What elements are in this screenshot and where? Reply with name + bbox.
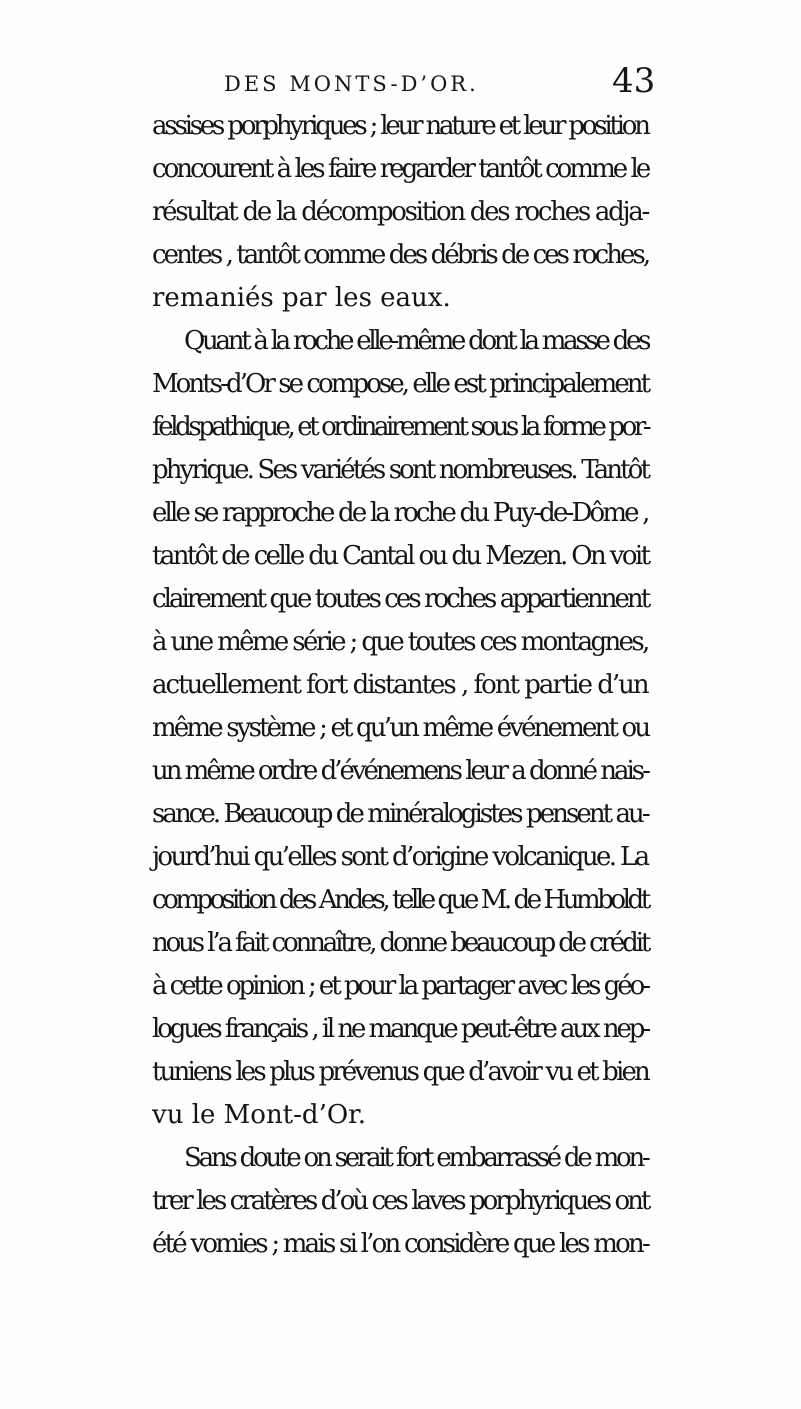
page-number: 43 xyxy=(612,61,656,101)
text-line: sance. Beaucoup de minéralogistes pensent au- xyxy=(152,799,648,829)
text-line: vu le Mont-d’Or. xyxy=(152,1100,366,1130)
text-line: trer les cratères d’où ces laves porphyriques ont xyxy=(152,1186,649,1216)
text-line: Sans doute on serait fort embarrassé de mon- xyxy=(184,1143,648,1173)
text-line: à cette opinion ; et pour la partager avec les géo- xyxy=(152,971,648,1001)
text-line: à une même série ; que toutes ces montagnes, xyxy=(152,627,648,657)
text-line: tuniens les plus prévenus que d’avoir vu et bien xyxy=(152,1057,648,1087)
text-line: assises porphyriques ; leur nature et leur position xyxy=(152,111,648,141)
text-line: tantôt de celle du Cantal ou du Mezen. On voit xyxy=(152,541,649,571)
text-line: composition des Andes, telle que M. de Humboldt xyxy=(152,885,648,915)
text-line: un même ordre d’événemens leur a donné nais- xyxy=(152,756,648,786)
text-line: nous l’a fait connaître, donne beaucoup de crédit xyxy=(152,928,649,958)
text-line: jourd’hui qu’elles sont d’origine volcanique. La xyxy=(152,842,648,872)
text-line: elle se rapproche de la roche du Puy-de-Dôme , xyxy=(152,498,648,528)
text-line: clairement que toutes ces roches appartiennent xyxy=(152,584,649,614)
text-line: feldspathique, et ordinairement sous la forme por- xyxy=(152,412,649,442)
text-line: remaniés par les eaux. xyxy=(152,283,451,313)
text-line: Monts-d’Or se compose, elle est principalement xyxy=(152,369,649,399)
running-head: DES MONTS-D’OR. xyxy=(224,72,479,96)
text-line: été vomies ; mais si l’on considère que les mon- xyxy=(152,1229,648,1259)
text-line: Quant à la roche elle-même dont la masse des xyxy=(184,326,649,356)
text-line: actuellement fort distantes , font partie d’un xyxy=(152,670,648,700)
text-line: concourent à les faire regarder tantôt comme le xyxy=(152,154,649,184)
text-line: même système ; et qu’un même événement ou xyxy=(152,713,649,743)
text-line: résultat de la décomposition des roches adja- xyxy=(152,197,649,227)
text-line: phyrique. Ses variétés sont nombreuses. Tantôt xyxy=(152,455,649,485)
text-line: logues français , il ne manque peut-être aux nep- xyxy=(152,1014,649,1044)
text-line: centes , tantôt comme des débris de ces roches, xyxy=(152,240,649,270)
